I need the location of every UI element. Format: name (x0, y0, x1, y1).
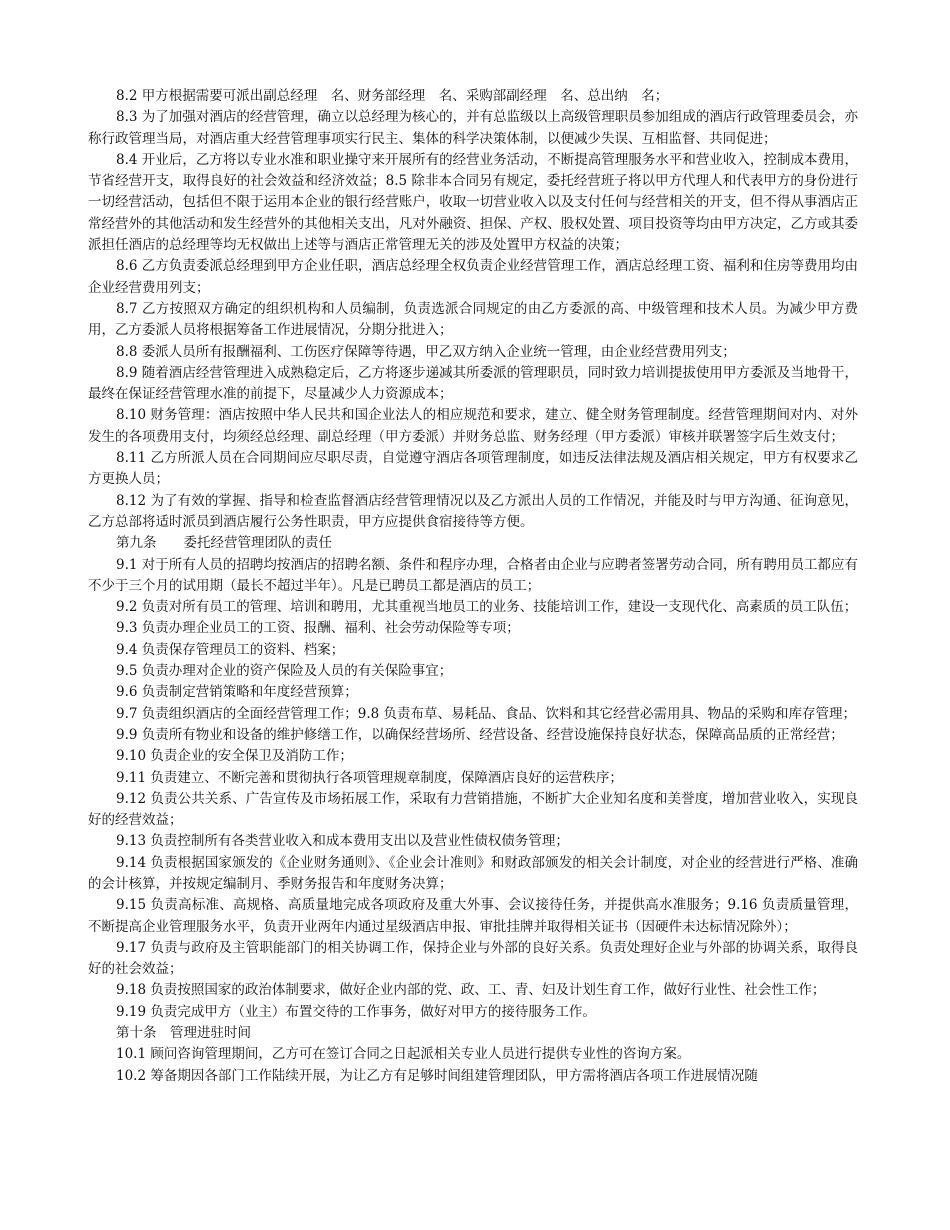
clause-8-2: 8.2 甲方根据需要可派出副总经理 名、财务部经理 名、采购部副经理 名、总出纳 名； (116, 88, 669, 104)
clause-9-19: 9.19 负责完成甲方（业主）布置交待的工作事务，做好对甲方的接待服务工作。 (116, 1003, 596, 1020)
clause-9-2: 9.2 负责对所有员工的管理、培训和聘用，尤其重视当地员工的业务、技能培训工作，建设一支现代化、高素质的员工队伍； (116, 599, 858, 616)
clause-8-7: 8.7 乙方按照双方确定的组织机构和人员编制，负责选派合同规定的由乙方委派的高、中级管理和技术人员。为减少甲方费用，乙方委派人员将根据筹备工作进展情况，分期分批进入； (88, 300, 858, 339)
article-10-heading: 第十条 管理进驻时间 (116, 1025, 251, 1042)
clause-8-11: 8.11 乙方所派人员在合同期间应尽职尽责，自觉遵守酒店各项管理制度，如违反法律法规及酒店相关规定，甲方有权要求乙方更换人员； (88, 450, 858, 488)
clause-10-2: 10.2 筹备期因各部门工作陆续开展，为让乙方有足够时间组建管理团队，甲方需将酒店各项工作进展情况随 (116, 1067, 758, 1084)
clause-9-13: 9.13 负责控制所有各类营业收入和成本费用支出以及营业性债权债务管理； (116, 833, 569, 850)
clause-10-1: 10.1 顾问咨询管理期间，乙方可在签订合同之日起派相关专业人员进行提供专业性的咨询方案。 (116, 1046, 691, 1063)
clause-9-11: 9.11 负责建立、不断完善和贯彻执行各项管理规章制度，保障酒店良好的运营秩序； (116, 769, 623, 786)
article-9-heading: 第九条 委托经营管理团队的责任 (116, 535, 332, 552)
clause-9-6: 9.6 负责制定营销策略和年度经营预算； (116, 684, 358, 701)
clause-8-10: 8.10 财务管理：酒店按照中华人民共和国企业法人的相应规范和要求，建立、健全财务管理制度。经营管理期间对内、对外发生的各项费用支付，均须经总经理、副总经理（甲方委派）并财务总监、财务经理（甲方委派）审核并联署签字后生效支付； (88, 407, 858, 445)
clause-9-3: 9.3 负责办理企业员工的工资、报酬、福利、社会劳动保险等专项； (116, 620, 520, 637)
clause-9-1: 9.1 对于所有人员的招聘均按酒店的招聘名额、条件和程序办理，合格者由企业与应聘者签署劳动合同，所有聘用员工都应有不少于三个月的试用期（最长不超过半年）。凡是已聘员工都是酒店的员工； (88, 556, 858, 594)
clause-9-9: 9.9 负责所有物业和设备的维护修缮工作，以确保经营场所、经营设备、经营设施保持良好状态，保障高品质的正常经营； (116, 726, 844, 743)
clause-9-14: 9.14 负责根据国家颁发的《企业财务通则》、《企业会计准则》和财政部颁发的相关会计制度，对企业的经营进行严格、准确的会计核算，并按规定编制月、季财务报告和年度财务决算； (88, 854, 858, 892)
clause-9-15-9-16: 9.15 负责高标准、高规格、高质量地完成各项政府及重大外事、会议接待任务，并提供高水准服务；9.16 负责质量管理，不断提高企业管理服务水平，负责开业两年内通过星级酒店申报、审批挂牌并取得相关证书（因硬件未达标情况除外）； (88, 897, 858, 935)
clause-8-6: 8.6 乙方负责委派总经理到甲方企业任职，酒店总经理全权负责企业经营管理工作，酒店总经理工资、福利和住房等费用均由企业经营费用列支； (88, 258, 858, 296)
clause-8-12: 8.12 为了有效的掌握、指导和检查监督酒店经营管理情况以及乙方派出人员的工作情况，并能及时与甲方沟通、征询意见，乙方总部将适时派员到酒店履行公务性职责，甲方应提供食宿接待等方便。 (88, 492, 858, 530)
clause-9-4: 9.4 负责保存管理员工的资料、档案； (116, 641, 345, 658)
clause-9-7-9-8: 9.7 负责组织酒店的全面经营管理工作；9.8 负责布草、易耗品、食品、饮料和其它经营必需用具、物品的采购和库存管理； (116, 705, 857, 722)
clause-9-12: 9.12 负责公共关系、广告宣传及市场拓展工作，采取有力营销措施，不断扩大企业知名度和美誉度，增加营业收入，实现良好的经营效益； (88, 790, 858, 829)
clause-8-3: 8.3 为了加强对酒店的经营管理，确立以总经理为核心的，并有总监级以上高级管理职员参加组成的酒店行政管理委员会，亦称行政管理当局，对酒店重大经营管理事项实行民主、集体的科学决策体制，以便减少失误、互相监督、共同促进； (88, 109, 858, 147)
clause-8-4-8-5: 8.4 开业后，乙方将以专业水准和职业操守来开展所有的经营业务活动，不断提高管理服务水平和营业收入，控制成本费用，节省经营开支，取得良好的社会效益和经济效益；8.5 除非本合同另有规定，委托经营班子将以甲方代理人和代表甲方的身份进行一切经营活动，包括但不限于运用本企业的银行经营账户，收取一切营业收入以及支付任何与经营相关的开支，但不得从事酒店正常经营外的其他活动和发生经营外的其他相关支出，凡对外融资、担保、产权、股权处置、项目投资等均由甲方决定，乙方或其委派担任酒店的总经理等均无权做出上述等与酒店正常管理无关的涉及处置甲方权益的决策； (88, 151, 858, 254)
clause-8-9: 8.9 随着酒店经营管理进入成熟稳定后，乙方将逐步递减其所委派的管理职员，同时致力培训提拔使用甲方委派及当地骨干，最终在保证经营管理水准的前提下，尽量减少人力资源成本； (88, 364, 858, 403)
clause-9-10: 9.10 负责企业的安全保卫及消防工作； (116, 748, 353, 765)
clause-9-17: 9.17 负责与政府及主管职能部门的相关协调工作，保持企业与外部的良好关系。负责处理好企业与外部的协调关系，取得良好的社会效益； (88, 939, 858, 978)
clause-8-8: 8.8 委派人员所有报酬福利、工伤医疗保障等待遇，甲乙双方纳入企业统一管理，由企业经营费用列支； (116, 343, 736, 360)
clause-9-5: 9.5 负责办理对企业的资产保险及人员的有关保险事宜； (116, 663, 453, 680)
clause-9-18: 9.18 负责按照国家的政治体制要求，做好企业内部的党、政、工、青、妇及计划生育工作，做好行业性、社会性工作； (116, 982, 826, 999)
